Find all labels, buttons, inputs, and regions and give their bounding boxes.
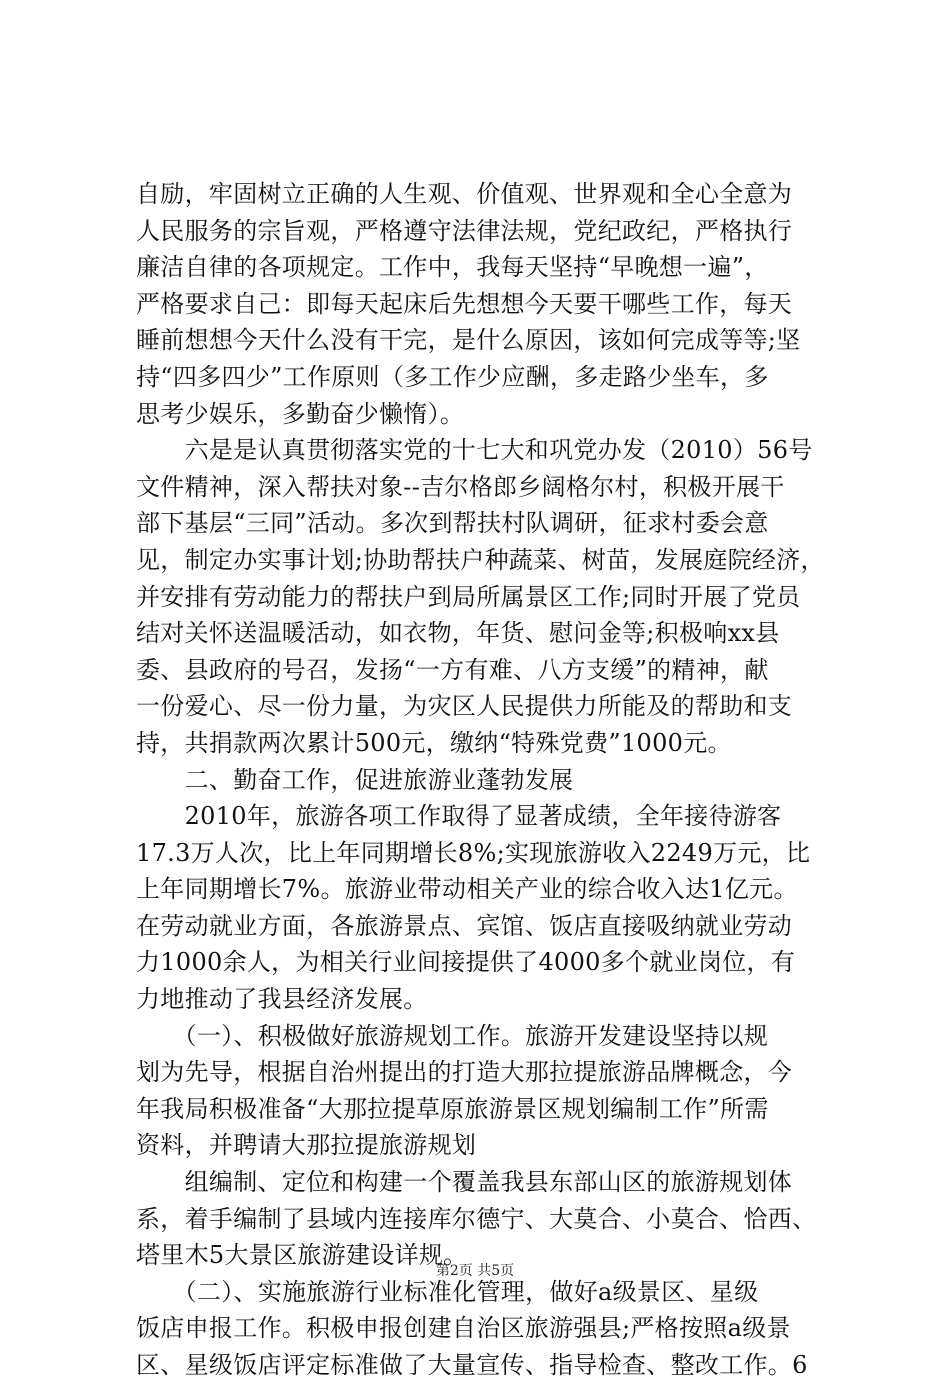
document-body bbox=[136, 176, 826, 1384]
text-line: 见，制定办实事计划;协助帮扶户种蔬菜、树苗，发展庭院经济， bbox=[136, 545, 825, 574]
text-line: 组编制、定位和构建一个覆盖我县东部山区的旅游规划体 bbox=[136, 1168, 793, 1197]
page-number-footer: 第2页 共5页 bbox=[435, 1263, 515, 1279]
text-line: 2010年，旅游各项工作取得了显著成绩，全年接待游客 bbox=[136, 802, 782, 831]
text-line: 区、星级饭店评定标准做了大量宣传、指导检查、整改工作。6 bbox=[136, 1351, 808, 1379]
text-line: 划为先导，根据自治州提出的打造大那拉提旅游品牌概念，今 bbox=[136, 1058, 793, 1087]
text-line: 资料，并聘请大那拉提旅游规划 bbox=[136, 1131, 477, 1160]
text-line: 上年同期增长7%。旅游业带动相关产业的综合收入达1亿元。 bbox=[136, 875, 798, 904]
text-line: 持“四多四少”工作原则（多工作少应酬，多走路少坐车，多 bbox=[136, 362, 769, 391]
text-line: 廉洁自律的各项规定。工作中，我每天坚持“早晚想一遍”， bbox=[136, 253, 769, 282]
text-line: （二）、实施旅游行业标准化管理，做好a级景区、星级 bbox=[136, 1277, 759, 1306]
text-line: （一）、积极做好旅游规划工作。旅游开发建设坚持以规 bbox=[136, 1021, 769, 1050]
text-line: 力地推动了我县经济发展。 bbox=[136, 985, 428, 1014]
text-line: 并安排有劳动能力的帮扶户到局所属景区工作;同时开展了党员 bbox=[136, 582, 801, 611]
text-line: 六是是认真贯彻落实党的十七大和巩党办发（2010）56号 bbox=[136, 436, 813, 465]
text-line: 结对关怀送温暖活动，如衣物，年货、慰问金等;积极响xx县 bbox=[136, 619, 780, 648]
section-heading: 二、勤奋工作，促进旅游业蓬勃发展 bbox=[136, 765, 574, 794]
text-line: 系，着手编制了县域内连接库尔德宁、大莫合、小莫合、恰西、 bbox=[136, 1204, 817, 1233]
text-line: 文件精神，深入帮扶对象--吉尔格郎乡阔格尔村，积极开展干 bbox=[136, 472, 785, 501]
text-line: 力1000余人，为相关行业间接提供了4000多个就业岗位，有 bbox=[136, 948, 796, 977]
text-line: 人民服务的宗旨观，严格遵守法律法规，党纪政纪，严格执行 bbox=[136, 216, 793, 245]
text-line: 持，共捐款两次累计500元，缴纳“特殊党费”1000元。 bbox=[136, 728, 732, 757]
text-line: 饭店申报工作。积极申报创建自治区旅游强县;严格按照a级景 bbox=[136, 1314, 791, 1343]
text-line: 自励，牢固树立正确的人生观、价值观、世界观和全心全意为 bbox=[136, 180, 793, 208]
text-line: 年我局积极准备“大那拉提草原旅游景区规划编制工作”所需 bbox=[136, 1094, 769, 1123]
text-line: 委、县政府的号召，发扬“一方有难、八方支缓”的精神，献 bbox=[136, 655, 769, 684]
text-line: 睡前想想今天什么没有干完，是什么原因，该如何完成等等;坚 bbox=[136, 326, 801, 355]
text-line: 严格要求自己：即每天起床后先想想今天要干哪些工作，每天 bbox=[136, 289, 793, 318]
text-line: 塔里木5大景区旅游建设详规。 bbox=[136, 1241, 468, 1270]
text-line: 17.3万人次，比上年同期增长8%;实现旅游收入2249万元，比 bbox=[136, 838, 811, 867]
text-line: 在劳动就业方面，各旅游景点、宾馆、饭店直接吸纳就业劳动 bbox=[136, 911, 793, 940]
text-line: 一份爱心、尽一份力量，为灾区人民提供力所能及的帮助和支 bbox=[136, 692, 793, 721]
text-line: 部下基层“三同”活动。多次到帮扶村队调研，征求村委会意 bbox=[136, 509, 769, 538]
text-line: 思考少娱乐，多勤奋少懒惰）。 bbox=[136, 399, 465, 428]
